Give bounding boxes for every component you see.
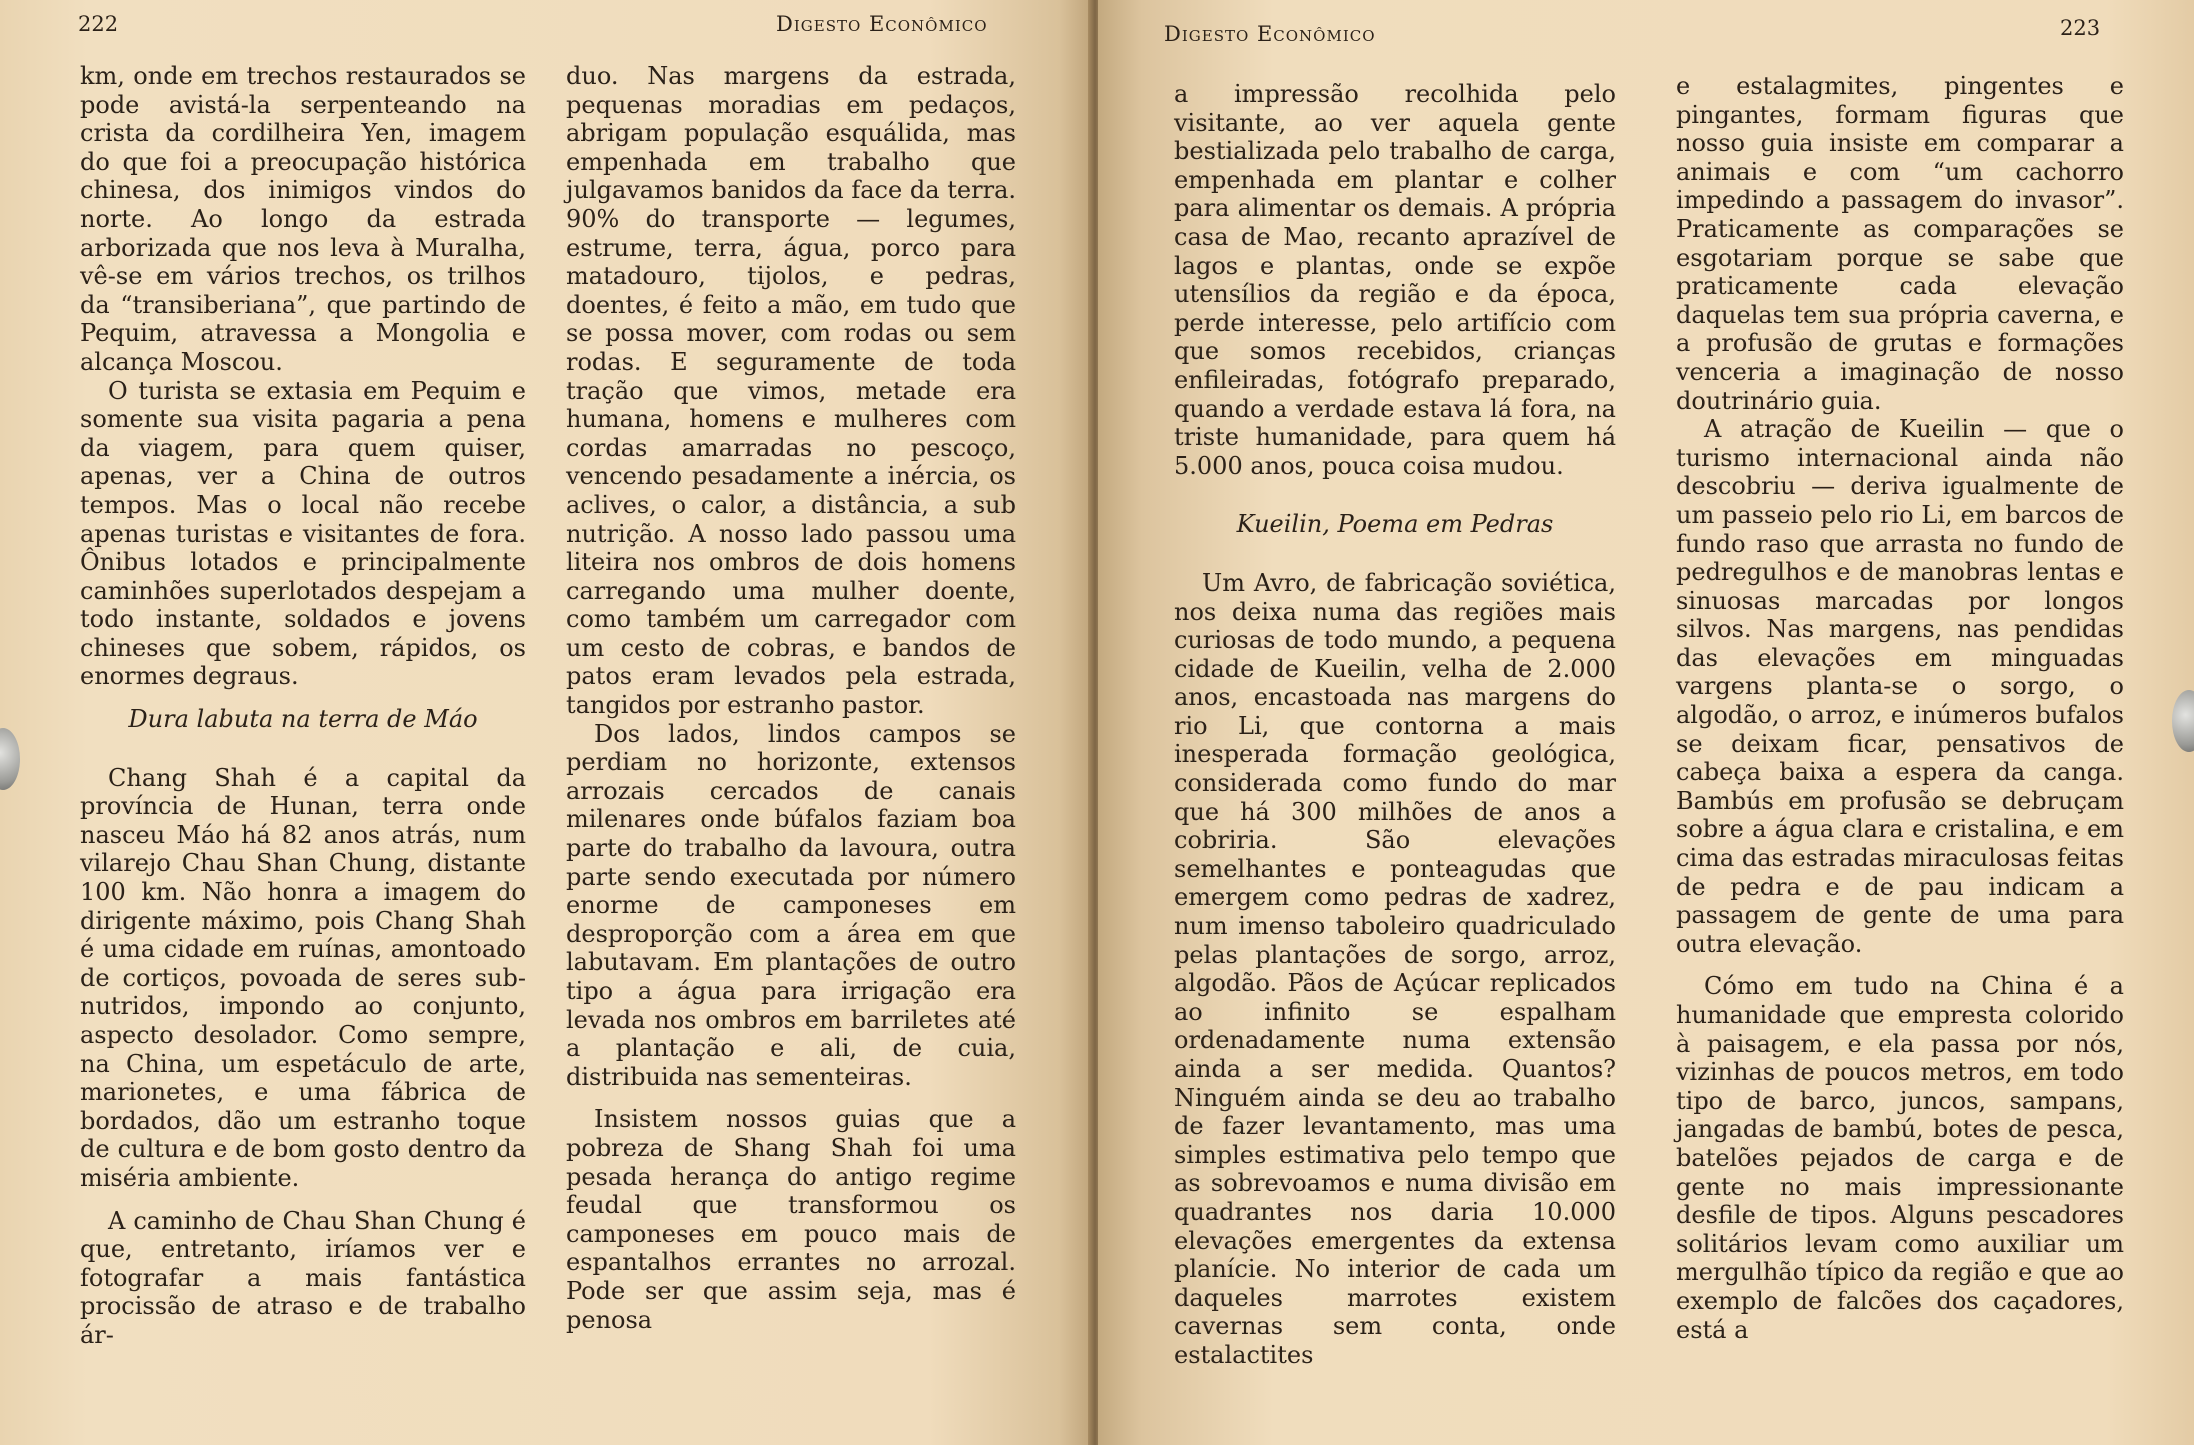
binder-ring-icon [0, 728, 20, 790]
paragraph: O turista se extasia em Pequim e somente sua visita pagaria a pena da viagem, para quem quiser, apenas, ver a China de outros tempos. Mas o local não recebe apenas turistas e visitantes de fora. Ônibus lotados e principalmente caminhões superlotados despejam a todo instante, soldados e jovens chineses que sobem, rápidos, os enormes degraus. [80, 376, 526, 691]
paragraph: duo. Nas margens da estrada, pequenas moradias em pedaços, abrigam população esquálida, mas empenhada em trabalho que julgavamos banidos da face da terra. 90% do transporte — legumes, estrume, terra, água, porco para matadouro, tijolos, e pedras, doentes, é feito a mão, em tudo que se possa mover, com rodas ou sem rodas. E seguramente de toda tração que vimos, metade era humana, homens e mulheres com cordas amarradas no pescoço, vencendo pesadamente a inércia, os aclives, o calor, a distância, a sub nutrição. A nosso lado passou uma liteira nos ombros de dois homens carregando uma mulher doente, como também um carregador com um cesto de cobras, e bandos de patos eram levados pela estrada, tangidos por estranho pastor. [566, 62, 1016, 720]
running-head-left: Digesto Econômico [776, 12, 988, 36]
paragraph: Um Avro, de fabricação soviética, nos deixa numa das regiões mais curiosas de todo mundo, a pequena cidade de Kueilin, velha de 2.000 anos, encastoada nas margens do rio Li, que contorna a mais inesperada formação geológica, considerada como fundo do mar que há 300 milhões de anos a cobriria. São elevações semelhantes e ponteagudas que emergem como pedras de xadrez, num imenso taboleiro quadriculado pelas plantações de sorgo, arroz, algodão. Pãos de Açúcar replicados ao infinito se espalham ordenadamente numa extensão ainda a ser medida. Quantos? Ninguém ainda se deu ao trabalho de fazer levantamento, mas uma simples estimativa pelo tempo que as sobrevoamos e numa divisão em quadrantes nos daria 10.000 elevações emergentes da extensa planície. No interior de cada um daqueles marrotes existem cavernas sem conta, onde estalactites [1174, 568, 1616, 1369]
paragraph: Dos lados, lindos campos se perdiam no horizonte, extensos arrozais cercados de canais milenares onde búfalos faziam boa parte do trabalho da lavoura, outra parte sendo executada por número enorme de camponeses em desproporção com a área em que labutavam. Em plantações de outro tipo a água para irrigação era levada nos ombros em barriletes até a plantação e ali, de cuia, distribuida nas sementeiras. [566, 719, 1016, 1091]
left-page [0, 0, 1092, 1445]
paragraph: A caminho de Chau Shan Chung é que, entretanto, iríamos ver e fotografar a mais fantástica procissão de atraso e de trabalho ár- [80, 1206, 526, 1349]
paragraph: e estalagmites, pingentes e pingantes, formam figuras que nosso guia insiste em comparar a animais e com “um cachorro impedindo a passagem do invasor”. Praticamente as comparações se esgotariam porque se sabe que praticamente cada elevação daquelas tem sua própria caverna, e a profusão de grutas e formações venceria a imaginação de nosso doutrinário guia. [1676, 72, 2124, 415]
paragraph: a impressão recolhida pelo visitante, ao ver aquela gente bestializada pelo trabalho de carga, empenhada em plantar e colher para alimentar os demais. A própria casa de Mao, recanto aprazível de lagos e plantas, onde se expõe utensílios da região e da época, perde interesse, pelo artifício com que somos recebidos, crianças enfileiradas, fotógrafo preparado, quando a verdade estava lá fora, na triste humanidade, para quem há 5.000 anos, pouca coisa mudou. [1174, 80, 1616, 480]
page-number-left: 222 [78, 12, 119, 36]
right-page-column-1 [1174, 80, 1616, 1370]
binder-ring-icon [2172, 690, 2194, 752]
left-page-column-2 [566, 62, 1016, 1334]
paragraph: km, onde em trechos restaurados se pode avistá-la serpenteando na crista da cordilheira Yen, imagem do que foi a preocupação histórica chinesa, dos inimigos vindos do norte. Ao longo da estrada arborizada que nos leva à Muralha, vê-se em vários trechos, os trilhos da “transiberiana”, que partindo de Pequim, atravessa a Mongolia e alcança Moscou. [80, 62, 526, 376]
paragraph: Chang Shah é a capital da província de Hunan, terra onde nasceu Máo há 82 anos atrás, num vilarejo Chau Shan Chung, distante 100 km. Não honra a imagem do dirigente máximo, pois Chang Shah é uma cidade em ruínas, amontoado de cortiços, povoada de seres sub-nutridos, impondo ao conjunto, aspecto desolador. Como sempre, na China, um espetáculo de arte, marionetes, e uma fábrica de bordados, dão um estranho toque de cultura e de bom gosto dentro da miséria ambiente. [80, 763, 526, 1192]
paragraph: Cómo em tudo na China é a humanidade que empresta colorido à paisagem, e ela passa por nós, vizinhas de poucos metros, em todo tipo de barco, juncos, sampans, jangadas de bambú, botes de pesca, batelões pejados de carga e de gente no mais impressionante desfile de tipos. Alguns pescadores solitários levam como auxiliar um mergulhão típico da região e que ao exemplo de falcões dos caçadores, está a [1676, 972, 2124, 1344]
paragraph: A atração de Kueilin — que o turismo internacional ainda não descobriu — deriva igualmente de um passeio pelo rio Li, em barcos de fundo raso que arrasta no fundo de pedregulhos e de manobras lentas e sinuosas marcadas por longos silvos. Nas margens, nas pendidas das elevações em minguadas vargens planta-se o sorgo, o algodão, o arroz, e inúmeros bufalos se deixam ficar, pensativos de cabeça baixa a espera da canga. Bambús em profusão se debruçam sobre a água clara e cristalina, e em cima das estradas miraculosas feitas de pedra e de pau indicam a passagem de gente de uma para outra elevação. [1676, 415, 2124, 958]
running-head-right: Digesto Econômico [1164, 22, 1376, 46]
left-page-column-1 [80, 62, 526, 1350]
section-heading: Kueilin, Poema em Pedras [1236, 510, 1554, 539]
right-page [1098, 0, 2194, 1445]
page-number-right: 223 [2060, 16, 2101, 40]
paragraph: Insistem nossos guias que a pobreza de Shang Shah foi uma pesada herança do antigo regime feudal que transformou os camponeses em pouco mais de espantalhos errantes no arrozal. Pode ser que assim seja, mas é penosa [566, 1105, 1016, 1334]
right-page-column-2 [1676, 72, 2124, 1344]
section-heading: Dura labuta na terra de Máo [128, 705, 478, 734]
